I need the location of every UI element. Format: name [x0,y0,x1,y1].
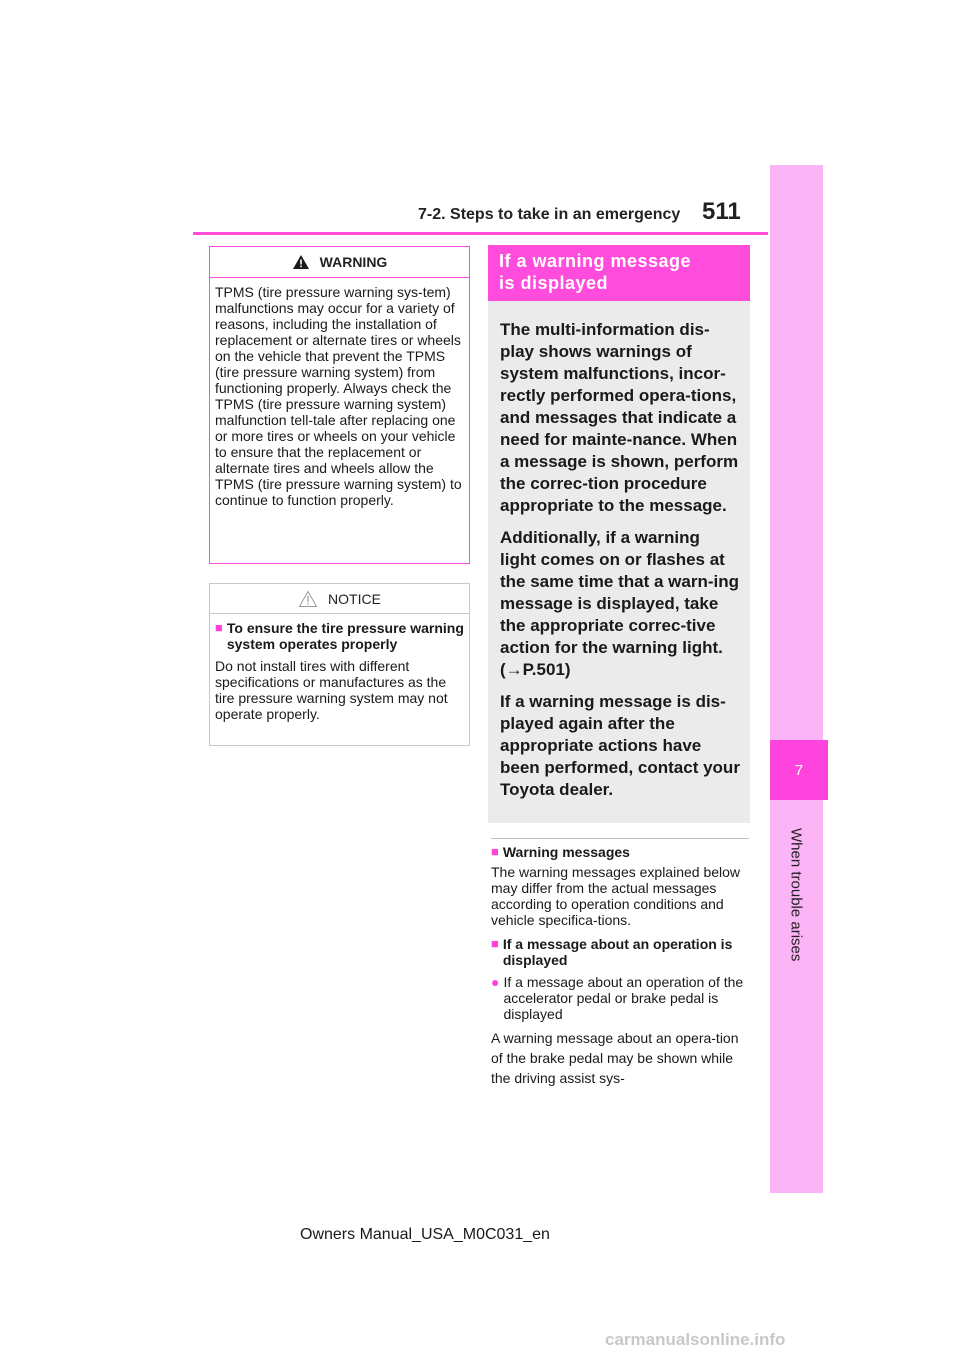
operation-message-heading [491,936,753,968]
warning-body: TPMS (tire pressure warning sys-tem) malfunctions may occur for a variety of reasons, including the installation of replacement or alternate tires or wheels on the vehicle that prevent the TPMS (tire pressure warning system) from functioning properly. Always check the TPMS (tire pressure warning system) malfunction tell-tale after replacing one or more tires or wheels on your vehicle to ensure that the replacement or alternate tires and wheels allow the TPMS (tire pressure warning system) to continue to function properly. [215,284,462,508]
warning-heading: WARNING [319,254,388,270]
chapter-title-text: When trouble arises [787,828,805,962]
notice-subheading-text: To ensure the tire pressure warning system operates properly [226,620,464,652]
intro-paragraph: If a warning message is dis-played again after the appropriate actions have been performed, contact your Toyota dealer. [500,692,740,799]
chapter-number: 7 [770,740,828,800]
notice-box [209,583,470,746]
square-bullet-icon: ■ [215,620,223,635]
notice-body [210,614,469,722]
list-item [491,974,753,1022]
notice-header [210,584,469,614]
chapter-title [764,820,828,970]
manual-footer: Owners Manual_USA_M0C031_en [300,1226,550,1243]
square-bullet-icon: ■ [491,936,499,951]
warning-messages-text: The warning messages explained below may differ from the actual messages according to operation conditions and vehicle specifica-tions. [491,864,741,928]
warning-box [209,246,470,564]
intro-paragraph: The multi-information dis-play shows warnings of system malfunctions, incor-rectly performed opera-tions, and messages that indicate a need for mainte-nance. When a message is shown, perform the correc-tion procedure appropriate to the message. [500,320,739,515]
caution-triangle-icon [298,590,318,608]
list-item-text: If a message about an operation of the accelerator pedal or brake pedal is displayed [503,974,744,1022]
section-intro-box [488,301,750,823]
section-heading-line2: is displayed [499,273,609,293]
notice-heading: NOTICE [328,590,381,607]
section-divider [491,838,749,839]
notice-subheading [215,620,464,652]
page-number: 511 [702,198,741,225]
warning-header [210,247,469,278]
header-rule [193,232,768,235]
section-title: 7-2. Steps to take in an emergency [418,206,681,223]
section-heading [488,245,750,301]
operation-message-heading-text: If a message about an operation is displayed [502,936,733,968]
intro-paragraph: Additionally, if a warning light comes on or flashes at the same time that a warn-ing message is displayed, take the appropriate correc-tive action for the warning light. (→P.501) [500,528,739,679]
warning-messages-heading [491,844,753,860]
warning-triangle-icon [292,254,310,270]
body-paragraph: A warning message about an opera-tion of the brake pedal may be shown while the driving assist sys- [491,1030,739,1086]
warning-messages-heading-text: Warning messages [502,844,630,860]
notice-text: Do not install tires with different specifications or manufactures as the tire pressure warning system may not operate properly. [215,658,448,722]
warning-messages-section [491,844,753,1088]
circle-bullet-icon: ● [491,974,500,990]
section-heading-line1: If a warning message [499,251,692,271]
watermark: carmanualsonline.info [605,1330,786,1349]
square-bullet-icon: ■ [491,844,499,859]
chapter-tab [770,165,823,1193]
